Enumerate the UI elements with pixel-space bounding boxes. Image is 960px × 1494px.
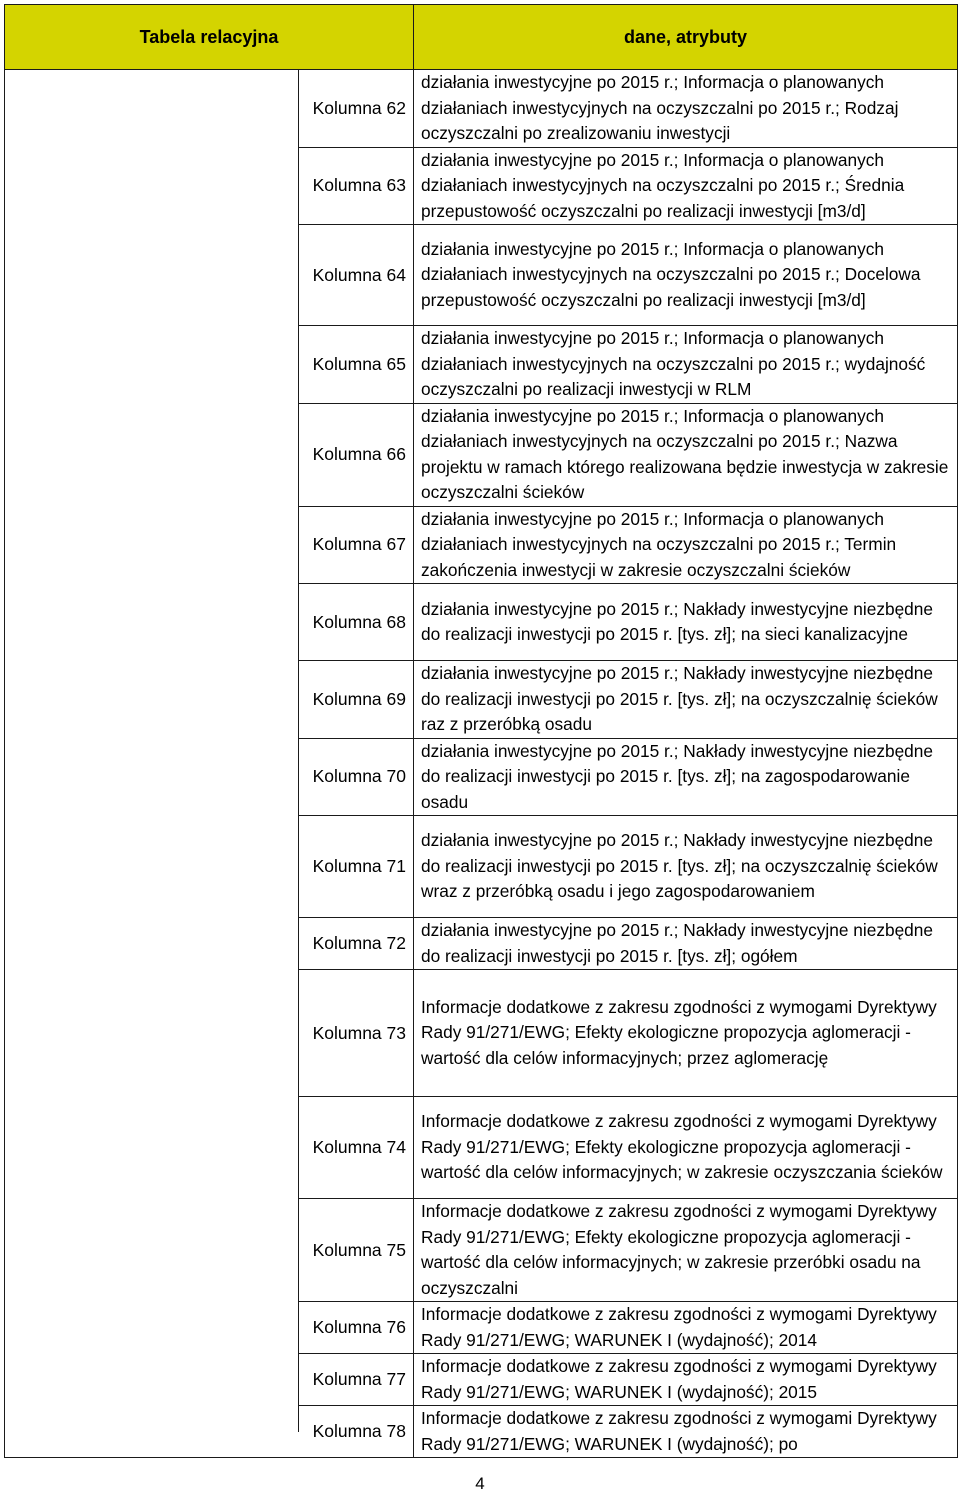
column-label: Kolumna 64 [5,225,414,326]
column-label: Kolumna 66 [5,403,414,506]
column-description: działania inwestycyjne po 2015 r.; Informacja o planowanych działaniach inwestycyjnych na oczyszczalni po 2015 r.; Nazwa projektu w ramach którego realizowana będzie inwestycja w zakresie oczyszczalni ścieków [414,403,958,506]
column-label: Kolumna 62 [5,70,414,148]
column-description: Informacje dodatkowe z zakresu zgodności z wymogami Dyrektywy Rady 91/271/EWG; Efekty ekologiczne propozycja aglomeracji - wartość dla celów informacyjnych; w zakresie przeróbki osadu na oczyszczalni [414,1199,958,1302]
column-description: działania inwestycyjne po 2015 r.; Informacja o planowanych działaniach inwestycyjnych na oczyszczalni po 2015 r.; Termin zakończenia inwestycji w zakresie oczyszczalni ścieków [414,506,958,584]
column-label: Kolumna 69 [5,661,414,739]
column-label: Kolumna 63 [5,147,414,225]
header-data-attributes: dane, atrybuty [414,5,958,70]
column-label: Kolumna 75 [5,1199,414,1302]
column-description: działania inwestycyjne po 2015 r.; Informacja o planowanych działaniach inwestycyjnych na oczyszczalni po 2015 r.; Docelowa przepustowość oczyszczalni po realizacji inwestycji [m3/d] [414,225,958,326]
column-description: Informacje dodatkowe z zakresu zgodności z wymogami Dyrektywy Rady 91/271/EWG; Efekty ekologiczne propozycja aglomeracji - wartość dla celów informacyjnych; przez aglomerację [414,970,958,1097]
column-description: działania inwestycyjne po 2015 r.; Informacja o planowanych działaniach inwestycyjnych na oczyszczalni po 2015 r.; Rodzaj oczyszczalni po zrealizowaniu inwestycji [414,70,958,148]
column-description: działania inwestycyjne po 2015 r.; Nakłady inwestycyjne niezbędne do realizacji inwestycji po 2015 r. [tys. zł]; na zagospodarowanie osadu [414,738,958,816]
column-description: działania inwestycyjne po 2015 r.; Informacja o planowanych działaniach inwestycyjnych na oczyszczalni po 2015 r.; wydajność oczyszczalni po realizacji inwestycji w RLM [414,326,958,404]
header-relational-table: Tabela relacyjna [5,5,414,70]
column-label: Kolumna 78 [5,1406,414,1458]
column-description: działania inwestycyjne po 2015 r.; Nakłady inwestycyjne niezbędne do realizacji inwestycji po 2015 r. [tys. zł]; ogółem [414,918,958,970]
column-label: Kolumna 67 [5,506,414,584]
blank-column-area [5,70,299,1432]
column-label: Kolumna 72 [5,918,414,970]
column-label: Kolumna 68 [5,584,414,661]
column-label: Kolumna 70 [5,738,414,816]
column-label: Kolumna 65 [5,326,414,404]
column-description: Informacje dodatkowe z zakresu zgodności z wymogami Dyrektywy Rady 91/271/EWG; WARUNEK I (wydajność); 2015 [414,1354,958,1406]
table-header-row [5,5,958,70]
page-number: 4 [475,1474,485,1493]
column-label: Kolumna 77 [5,1354,414,1406]
column-label: Kolumna 71 [5,816,414,918]
column-description: Informacje dodatkowe z zakresu zgodności z wymogami Dyrektywy Rady 91/271/EWG; Efekty ekologiczne propozycja aglomeracji - wartość dla celów informacyjnych; w zakresie oczyszczania ścieków [414,1097,958,1199]
column-label: Kolumna 73 [5,970,414,1097]
column-description: działania inwestycyjne po 2015 r.; Informacja o planowanych działaniach inwestycyjnych na oczyszczalni po 2015 r.; Średnia przepustowość oczyszczalni po realizacji inwestycji [m3/d] [414,147,958,225]
column-description: działania inwestycyjne po 2015 r.; Nakłady inwestycyjne niezbędne do realizacji inwestycji po 2015 r. [tys. zł]; na oczyszczalnię ścieków raz z przeróbką osadu [414,661,958,739]
column-label: Kolumna 76 [5,1302,414,1354]
column-description: działania inwestycyjne po 2015 r.; Nakłady inwestycyjne niezbędne do realizacji inwestycji po 2015 r. [tys. zł]; na sieci kanalizacyjne [414,584,958,661]
column-label: Kolumna 74 [5,1097,414,1199]
column-description: działania inwestycyjne po 2015 r.; Nakłady inwestycyjne niezbędne do realizacji inwestycji po 2015 r. [tys. zł]; na oczyszczalnię ścieków wraz z przeróbką osadu i jego zagospodarowaniem [414,816,958,918]
column-description: Informacje dodatkowe z zakresu zgodności z wymogami Dyrektywy Rady 91/271/EWG; WARUNEK I (wydajność); po [414,1406,958,1458]
column-description: Informacje dodatkowe z zakresu zgodności z wymogami Dyrektywy Rady 91/271/EWG; WARUNEK I (wydajność); 2014 [414,1302,958,1354]
